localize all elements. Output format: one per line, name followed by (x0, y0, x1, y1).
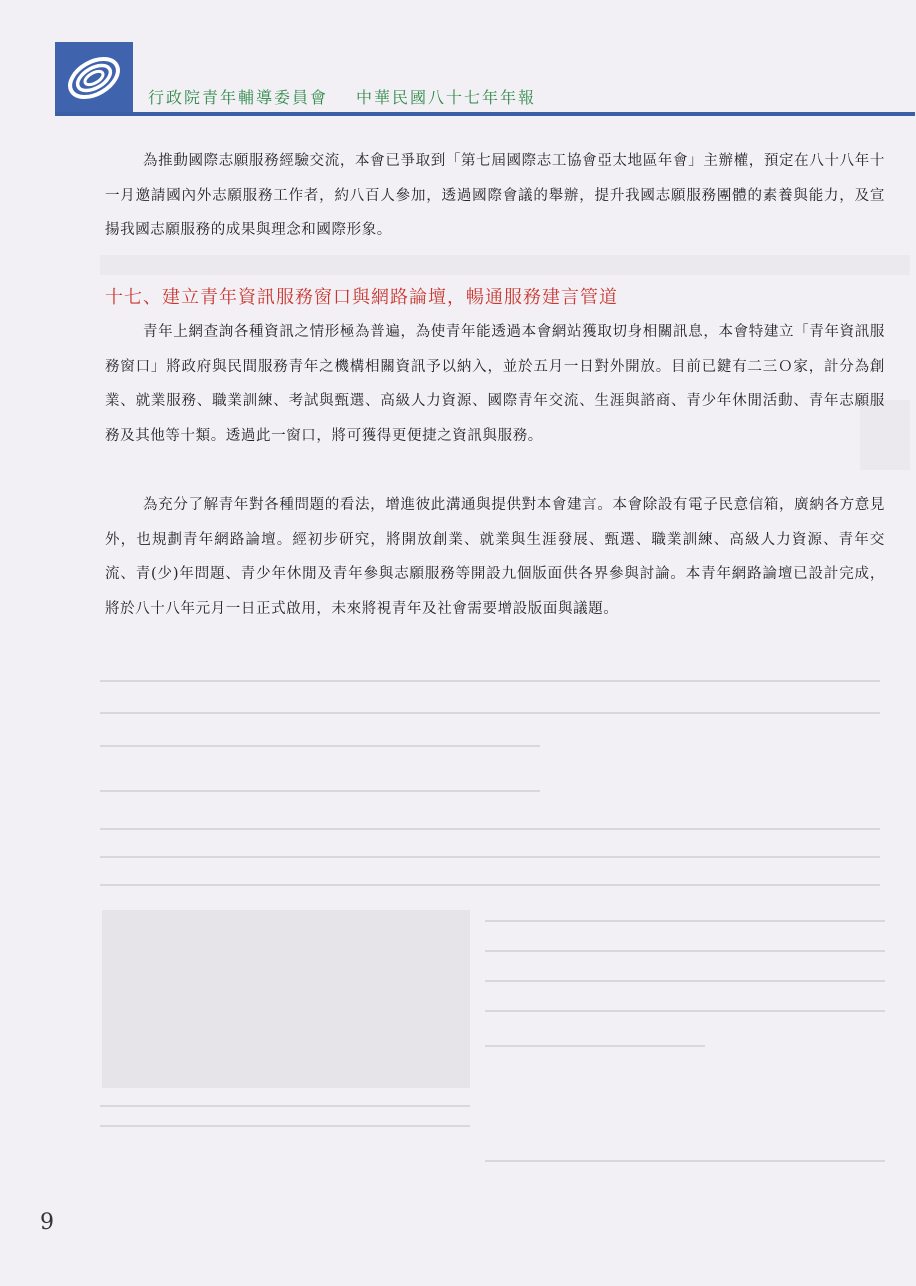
page-number: 9 (40, 1210, 54, 1235)
bleed-through (485, 1010, 885, 1012)
section-paragraph-1-text: 青年上網查詢各種資訊之情形極為普遍，為使青年能透過本會網站獲取切身相關訊息，本會特建立「青年資訊服務窗口」將政府與民間服務青年之機構相關資訊予以納入，並於五月一日對外開放。目前已鍵有二三Ｏ家，計分為創業、就業服務、職業訓練、考試與甄選、高級人力資源、國際青年交流、生涯與諮商、青少年休閒活動、青年志願服務及其他等十類。透過此一窗口，將可獲得更便捷之資訊與服務。 (105, 324, 885, 444)
bleed-through (100, 1105, 470, 1107)
intro-paragraph-text: 為推動國際志願服務經驗交流，本會已爭取到「第七屆國際志工協會亞太地區年會」主辦權，預定在八十八年十一月邀請國內外志願服務工作者，約八百人參加，透過國際會議的舉辦，提升我國志願服務團體的素養與能力，及宣揚我國志願服務的成果與理念和國際形象。 (105, 153, 885, 238)
section-paragraph-2 (105, 488, 885, 626)
bleed-through (100, 884, 880, 886)
bleed-through (100, 680, 880, 682)
bleed-through (485, 1160, 885, 1162)
bleed-through (100, 828, 880, 830)
bleed-through (485, 920, 885, 922)
header-rule (55, 112, 915, 116)
bleed-through (485, 980, 885, 982)
bleed-through-photo (102, 910, 470, 1088)
section-paragraph-1 (105, 315, 885, 453)
header-title (148, 85, 536, 108)
bleed-through (100, 255, 910, 275)
bleed-through (100, 712, 880, 714)
bleed-through (100, 1125, 470, 1127)
rings-logo-icon (61, 48, 127, 108)
header-org: 行政院青年輔導委員會 (148, 88, 329, 107)
bleed-through (100, 745, 540, 747)
bleed-through (485, 950, 885, 952)
bleed-through (100, 856, 880, 858)
bleed-through (100, 790, 540, 792)
section-heading: 十七、建立青年資訊服務窗口與網路論壇，暢通服務建言管道 (105, 287, 618, 308)
bleed-through (485, 1045, 705, 1047)
section-paragraph-2-text: 為充分了解青年對各種問題的看法，增進彼此溝通與提供對本會建言。本會除設有電子民意信箱，廣納各方意見外，也規劃青年網路論壇。經初步研究，將開放創業、就業與生涯發展、甄選、職業訓練、高級人力資源、青年交流、青(少)年問題、青少年休閒及青年參與志願服務等開設九個版面供各界參與討論。本青年網路論壇已設計完成，將於八十八年元月一日正式啟用，未來將視青年及社會需要增設版面與議題。 (105, 497, 885, 617)
intro-paragraph (105, 144, 885, 248)
header-report: 中華民國八十七年年報 (356, 88, 537, 107)
logo (55, 42, 133, 114)
